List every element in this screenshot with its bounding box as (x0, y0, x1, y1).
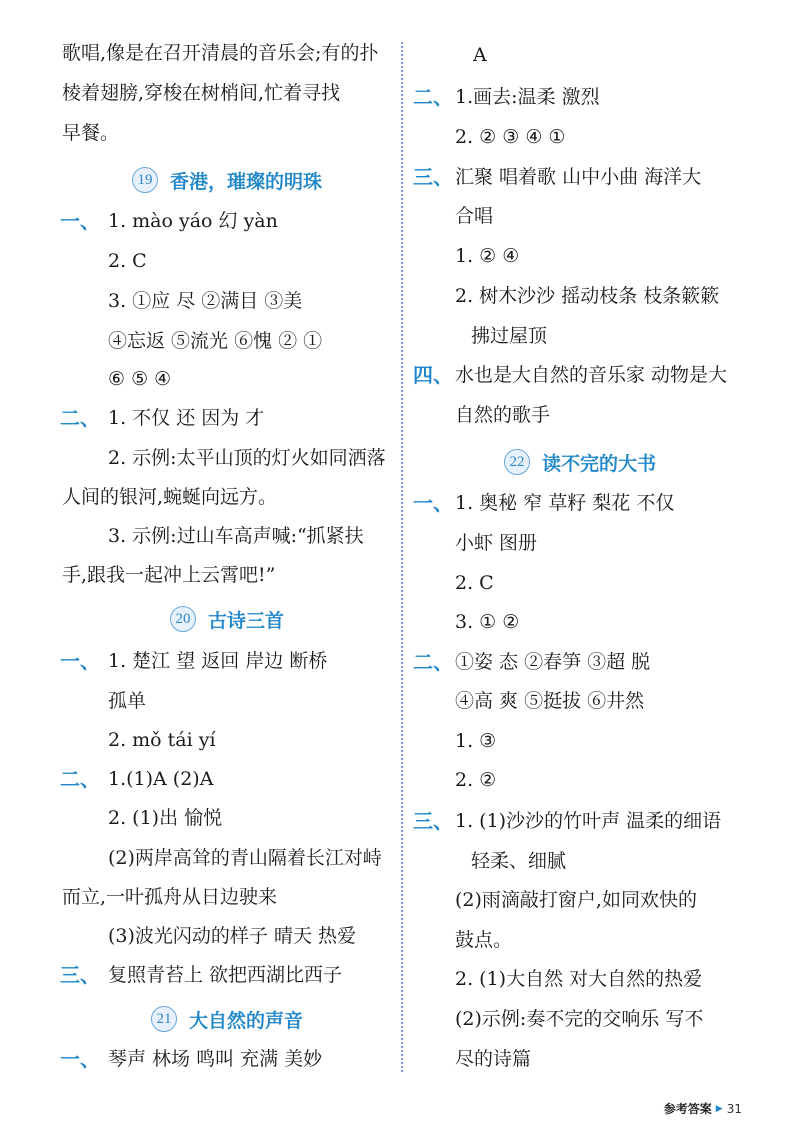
lesson-title: 读不完的大书 (541, 452, 656, 475)
lesson-number-badge: 19 (132, 167, 158, 193)
triangle-right-icon: ▶ (715, 1103, 723, 1114)
answer-line: 水也是大自然的音乐家 动物是大 (455, 364, 728, 386)
answer-line: 尽的诗篇 (455, 1048, 532, 1070)
answer-line: 1. ② ④ (455, 245, 520, 267)
answer-line: 汇聚 唱着歌 山中小曲 海洋大 (455, 166, 702, 188)
answer-line: 琴声 林场 鸣叫 充满 美妙 (108, 1048, 323, 1070)
intro-line-1: 歌唱,像是在召开清晨的音乐会;有的扑 (62, 42, 379, 64)
answer-line: 自然的歌手 (455, 404, 551, 426)
footer-label: 参考答案 (663, 1102, 712, 1116)
answer-line: 2. (1)大自然 对大自然的热爱 (455, 968, 703, 990)
answer-line: 孤单 (108, 690, 147, 712)
answer-line: 1. 楚江 望 返回 岸边 断桥 (108, 650, 328, 672)
lesson-19-heading (62, 163, 392, 197)
answer-line: 1. 奥秘 窄 草籽 梨花 不仅 (455, 492, 675, 514)
answer-line: A (473, 44, 487, 66)
page-footer (664, 1100, 742, 1117)
question-marker: 三、 (413, 809, 453, 833)
answer-line: (2)示例:奏不完的交响乐 写不 (455, 1008, 704, 1030)
question-marker: 三、 (413, 165, 453, 189)
question-marker: 四、 (413, 363, 453, 387)
answer-line: ④高 爽 ⑤挺拔 ⑥井然 (455, 690, 645, 712)
answer-line: ⑥ ⑤ ④ (108, 368, 172, 390)
answer-line: 2. C (108, 250, 147, 272)
question-marker: 二、 (60, 406, 100, 430)
answer-line: 1. 不仅 还 因为 才 (108, 407, 265, 429)
lesson-number-badge: 21 (151, 1006, 177, 1032)
answer-line: 复照青苔上 欲把西湖比西子 (108, 964, 343, 986)
answer-line: 1. (1)沙沙的竹叶声 温柔的细语 (455, 810, 722, 832)
intro-line-2: 棱着翅膀,穿梭在树梢间,忙着寻找 (62, 82, 341, 104)
answer-line: 3. ① ② (455, 611, 520, 633)
answer-line: 2. ② (455, 769, 497, 791)
answer-line: 拂过屋顶 (471, 325, 548, 347)
answer-line: 手,跟我一起冲上云霄吧!” (62, 564, 276, 586)
answer-line: (2)雨滴敲打窗户,如同欢快的 (455, 889, 697, 911)
question-marker: 二、 (413, 650, 453, 674)
answer-line: 2. ② ③ ④ ① (455, 126, 566, 148)
answer-line: 而立,一叶孤舟从日边驶来 (62, 886, 278, 908)
question-marker: 二、 (60, 767, 100, 791)
answer-line: 小虾 图册 (455, 532, 538, 554)
lesson-number-badge: 22 (504, 449, 530, 475)
answer-line: 2. C (455, 572, 494, 594)
answer-line: (3)波光闪动的样子 晴天 热爱 (108, 925, 356, 947)
question-marker: 一、 (60, 649, 100, 673)
answer-line: 1. ③ (455, 730, 497, 752)
answer-line: 合唱 (455, 205, 494, 227)
question-marker: 三、 (60, 963, 100, 987)
answer-line: 轻柔、细腻 (471, 850, 567, 872)
answer-line: 2. 示例:太平山顶的灯火如同洒落 (108, 447, 386, 469)
answer-line: 1. mào yáo 幻 yàn (108, 210, 278, 232)
lesson-21-heading (62, 1002, 392, 1036)
intro-line-3: 早餐。 (62, 122, 120, 144)
answer-line: 人间的银河,蜿蜒向远方。 (62, 486, 278, 508)
lesson-22-heading (415, 445, 745, 479)
question-marker: 二、 (413, 85, 453, 109)
answer-line: (2)两岸高耸的青山隔着长江对峙 (108, 847, 382, 869)
lesson-title: 香港，璀璨的明珠 (169, 170, 322, 193)
answer-line: 2. mǒ tái yí (108, 729, 216, 751)
answer-line: 3. 示例:过山车高声喊:“抓紧扶 (108, 525, 364, 547)
column-divider (401, 42, 403, 1072)
answer-line: ①姿 态 ②春笋 ③超 脱 (455, 651, 651, 673)
answer-line: 鼓点。 (455, 929, 513, 951)
question-marker: 一、 (60, 209, 100, 233)
question-marker: 一、 (413, 491, 453, 515)
page-number: 31 (726, 1101, 742, 1116)
answer-line: 2. (1)出 愉悦 (108, 807, 223, 829)
lesson-20-heading (62, 602, 392, 636)
lesson-title: 大自然的声音 (188, 1009, 303, 1032)
answer-line: 1.(1)A (2)A (108, 768, 214, 790)
lesson-title: 古诗三首 (207, 609, 284, 632)
answer-line: 2. 树木沙沙 摇动枝条 枝条簌簌 (455, 285, 720, 307)
answer-line: 1.画去:温柔 激烈 (455, 86, 600, 108)
lesson-number-badge: 20 (170, 606, 196, 632)
answer-line: 3. ①应 尽 ②满目 ③美 (108, 290, 303, 312)
answer-line: ④忘返 ⑤流光 ⑥愧 ② ① (108, 330, 323, 352)
question-marker: 一、 (60, 1047, 100, 1071)
